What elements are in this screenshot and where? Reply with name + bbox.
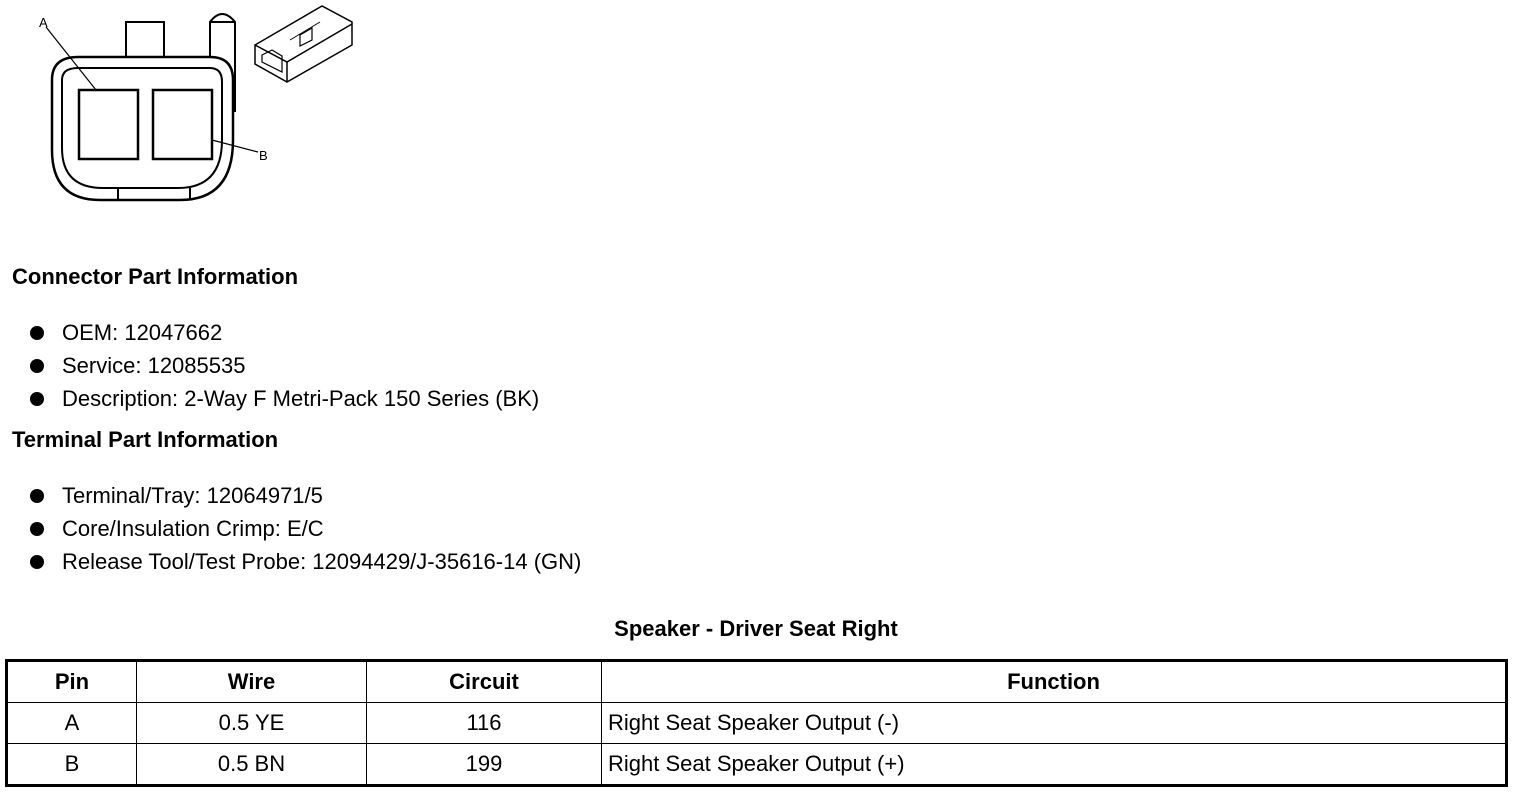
header-function: Function xyxy=(602,661,1507,703)
cell-pin: A xyxy=(7,703,137,744)
cell-function: Right Seat Speaker Output (-) xyxy=(602,703,1507,744)
bullet-icon xyxy=(30,359,44,373)
header-wire: Wire xyxy=(137,661,367,703)
cell-wire: 0.5 YE xyxy=(137,703,367,744)
header-pin: Pin xyxy=(7,661,137,703)
terminal-part-heading: Terminal Part Information xyxy=(12,427,279,452)
connector-part-heading: Connector Part Information xyxy=(12,264,299,289)
connector-diagram xyxy=(0,0,380,215)
pin-a-label: A xyxy=(39,15,48,30)
table-header-row xyxy=(7,661,1507,703)
pin-b-label: B xyxy=(259,148,268,163)
table-title: Speaker - Driver Seat Right xyxy=(614,616,898,641)
list-item: OEM: 12047662 xyxy=(30,316,539,349)
list-item: Core/Insulation Crimp: E/C xyxy=(30,512,581,545)
bullet-icon xyxy=(30,489,44,503)
list-item: Terminal/Tray: 12064971/5 xyxy=(30,479,581,512)
cell-function: Right Seat Speaker Output (+) xyxy=(602,744,1507,786)
header-circuit: Circuit xyxy=(367,661,602,703)
cell-circuit: 116 xyxy=(367,703,602,744)
pinout-table xyxy=(5,659,1508,787)
bullet-icon xyxy=(30,555,44,569)
cell-circuit: 199 xyxy=(367,744,602,786)
bullet-icon xyxy=(30,522,44,536)
bullet-icon xyxy=(30,326,44,340)
list-item: Release Tool/Test Probe: 12094429/J-35616-14 (GN) xyxy=(30,545,581,578)
bullet-icon xyxy=(30,392,44,406)
table-row xyxy=(7,744,1507,786)
list-item: Service: 12085535 xyxy=(30,349,539,382)
cell-wire: 0.5 BN xyxy=(137,744,367,786)
list-item: Description: 2-Way F Metri-Pack 150 Series (BK) xyxy=(30,382,539,415)
connector-part-list xyxy=(30,316,539,415)
terminal-part-list xyxy=(30,479,581,578)
cell-pin: B xyxy=(7,744,137,786)
table-row xyxy=(7,703,1507,744)
